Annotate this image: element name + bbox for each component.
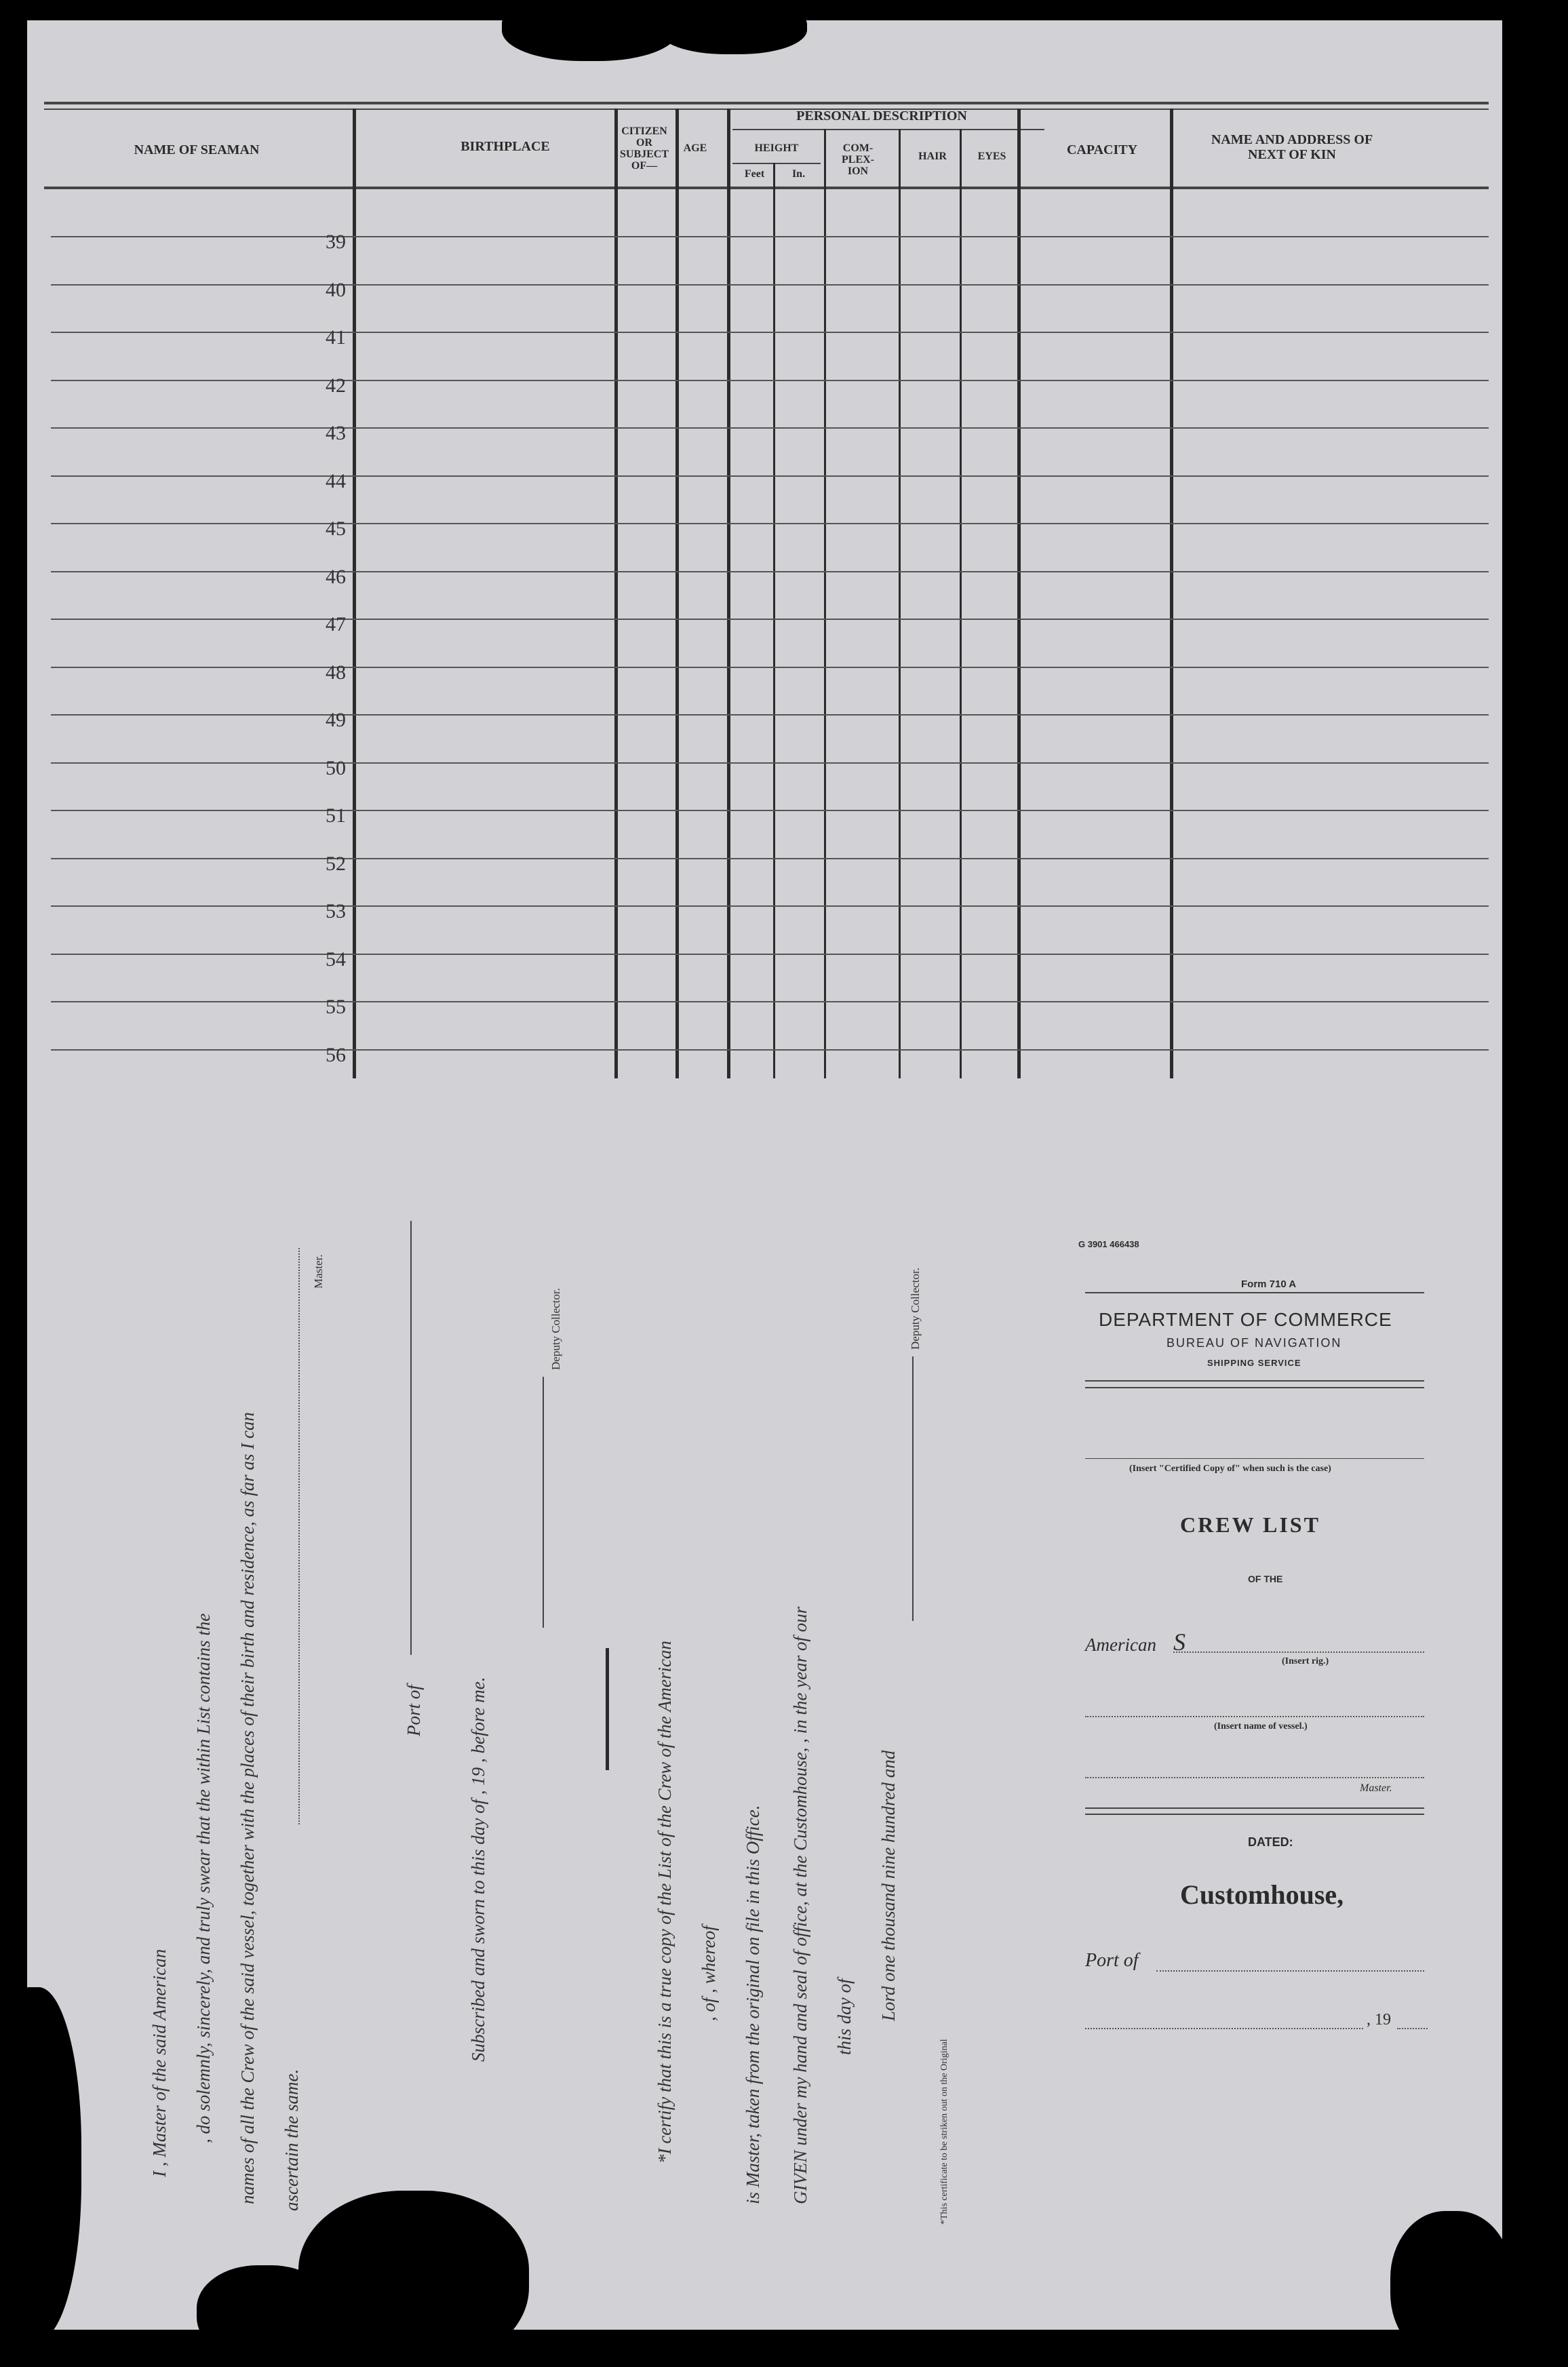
row-rule: [51, 905, 1489, 907]
cover-rule-1: [1085, 1292, 1424, 1293]
row-number: 45: [326, 517, 346, 540]
header-citizen: CITIZEN OR SUBJECT OF—: [619, 125, 669, 172]
header-next-of-kin: NAME AND ADDRESS OF NEXT OF KIN: [1211, 132, 1373, 162]
row-rule: [51, 619, 1489, 620]
row-rule: [51, 714, 1489, 716]
cover-rule-4: [1085, 1458, 1424, 1459]
oath-line-1: I , Master of the said American: [149, 1949, 170, 2177]
row-rule: [51, 380, 1489, 381]
personal-description-rule: [732, 129, 1044, 130]
certificate-line-3: is Master, taken from the original on file in this Office.: [743, 1805, 763, 2204]
row-rule: [51, 858, 1489, 859]
cover-port-blank: [1156, 1970, 1424, 1972]
torn-edge-bottom-hole: [298, 2191, 529, 2367]
col-line-birthplace: [353, 109, 356, 1078]
row-number: 48: [326, 661, 346, 684]
cover-master: Master.: [1360, 1782, 1392, 1794]
cover-american: American: [1085, 1635, 1156, 1655]
cover-title: CREW LIST: [1180, 1512, 1320, 1537]
header-name-of-seaman: NAME OF SEAMAN: [134, 142, 260, 157]
cover-insert-name: (Insert name of vessel.): [1214, 1721, 1308, 1732]
cover-dated: DATED:: [1248, 1835, 1293, 1849]
cover-insert-certified: (Insert "Certified Copy of" when such is the case): [1129, 1464, 1331, 1474]
certificate-line-4: GIVEN under my hand and seal of office, at the Customhouse, , in the year of our: [790, 1606, 810, 2204]
cover-american-handwritten: S: [1173, 1628, 1185, 1656]
header-complexion: COM- PLEX- ION: [842, 142, 874, 177]
cover-port-of: Port of: [1085, 1950, 1139, 1971]
col-line-eyes: [960, 129, 962, 1078]
certificate-line-6: Lord one thousand nine hundred and: [878, 1750, 899, 2021]
cover-rule-2: [1085, 1380, 1424, 1382]
col-line-age: [675, 109, 679, 1078]
torn-edge-bottom-left: [0, 1987, 81, 2340]
row-rule: [51, 523, 1489, 524]
oath-master-blank: [298, 1248, 300, 1824]
header-inches: In.: [791, 168, 806, 180]
certificate-deputy-collector: Deputy Collector.: [909, 1268, 922, 1350]
header-age: AGE: [683, 142, 707, 154]
oath-line-3: names of all the Crew of the said vessel, together with the places of their birth and residence, as far as I can: [237, 1412, 258, 2204]
torn-edge-bottom-hole-2: [197, 2265, 332, 2360]
row-rule: [51, 236, 1489, 237]
row-number: 41: [326, 326, 346, 349]
header-hair: HAIR: [918, 151, 947, 162]
col-line-next-of-kin: [1170, 109, 1173, 1078]
row-number: 54: [326, 947, 346, 971]
certificate-footnote: *This certificate to be striken out on the Original: [939, 2039, 949, 2225]
oath-port-of: Port of: [404, 1685, 424, 1736]
document-page: [27, 20, 1502, 2330]
cover-year-blank: [1397, 2028, 1428, 2029]
header-capacity: CAPACITY: [1066, 142, 1138, 157]
cover-department: DEPARTMENT OF COMMERCE: [1099, 1309, 1392, 1330]
row-number: 39: [326, 231, 346, 253]
row-rule: [51, 1049, 1489, 1051]
row-number: 50: [326, 756, 346, 779]
cover-bureau: BUREAU OF NAVIGATION: [1167, 1336, 1342, 1350]
col-line-citizen: [614, 109, 618, 1078]
cover-year: , 19: [1367, 2011, 1391, 2029]
row-number: 53: [326, 900, 346, 922]
oath-deputy-collector: Deputy Collector.: [549, 1288, 562, 1370]
certificate-line-5: this day of: [834, 1978, 855, 2055]
oath-line-4: ascertain the same.: [281, 2069, 302, 2211]
cover-customhouse: Customhouse,: [1180, 1879, 1344, 1910]
oath-master-label: Master.: [312, 1254, 325, 1289]
cover-rule-5: [1085, 1807, 1424, 1809]
cover-rule-3: [1085, 1387, 1424, 1388]
cert-deputy-blank: [912, 1356, 914, 1621]
row-number: 42: [326, 374, 346, 397]
row-number: 51: [326, 804, 346, 827]
cover-of-the: OF THE: [1248, 1573, 1283, 1584]
torn-edge-top-2: [658, 0, 807, 54]
oath-subscribed: Subscribed and sworn to this day of , 19 , before me.: [468, 1677, 488, 2062]
row-number: 43: [326, 422, 346, 444]
row-number: 49: [326, 709, 346, 731]
row-rule: [51, 427, 1489, 429]
header-birthplace: BIRTHPLACE: [460, 139, 550, 154]
cover-date-blank: [1085, 2028, 1363, 2029]
cover-rig-blank: [1173, 1651, 1424, 1653]
row-rule: [51, 762, 1489, 764]
row-rule: [51, 571, 1489, 572]
row-rule: [51, 332, 1489, 333]
row-number: 44: [326, 469, 346, 492]
row-rule: [51, 954, 1489, 955]
height-rule: [732, 163, 821, 164]
row-rule: [51, 475, 1489, 477]
col-line-complexion: [824, 129, 826, 1078]
row-number: 56: [326, 1043, 346, 1066]
header-feet: Feet: [744, 168, 765, 180]
col-line-hair: [899, 129, 901, 1078]
header-height: HEIGHT: [754, 142, 799, 154]
row-number: 55: [326, 996, 346, 1018]
cover-form-number: Form 710 A: [1241, 1278, 1297, 1290]
certificate-line-1: *I certify that this is a true copy of the List of the Crew of the American: [654, 1641, 675, 2164]
oath-line-2: , do solemnly, sincerely, and truly swear that the within List contains the: [193, 1613, 214, 2143]
cover-master-blank: [1085, 1777, 1424, 1778]
row-rule: [51, 810, 1489, 811]
header-bottom-rule: [44, 187, 1489, 189]
row-number: 40: [326, 278, 346, 301]
table-top-rule: [44, 102, 1489, 104]
row-number: 46: [326, 565, 346, 588]
cover-vessel-blank: [1085, 1716, 1424, 1717]
header-personal-description: PERSONAL DESCRIPTION: [796, 109, 967, 123]
row-rule: [51, 667, 1489, 668]
col-line-capacity: [1017, 109, 1021, 1078]
col-line-personal: [727, 109, 730, 1078]
row-number: 47: [326, 613, 346, 635]
cover-service: SHIPPING SERVICE: [1207, 1358, 1301, 1368]
section-divider: [606, 1648, 609, 1770]
row-rule: [51, 284, 1489, 286]
torn-edge-bottom-right: [1390, 2211, 1512, 2360]
cover-insert-rig: (Insert rig.): [1282, 1656, 1329, 1666]
row-rule: [51, 1001, 1489, 1002]
col-line-inches: [773, 163, 775, 1078]
header-eyes: EYES: [977, 151, 1006, 162]
cover-code: G 3901 466438: [1078, 1239, 1139, 1249]
cover-rule-6: [1085, 1814, 1424, 1815]
row-number: 52: [326, 852, 346, 875]
certificate-line-2: , of , whereof: [699, 1925, 719, 2021]
port-of-blank: [410, 1221, 412, 1655]
deputy-collector-blank: [543, 1377, 544, 1628]
torn-edge-top: [502, 0, 678, 61]
